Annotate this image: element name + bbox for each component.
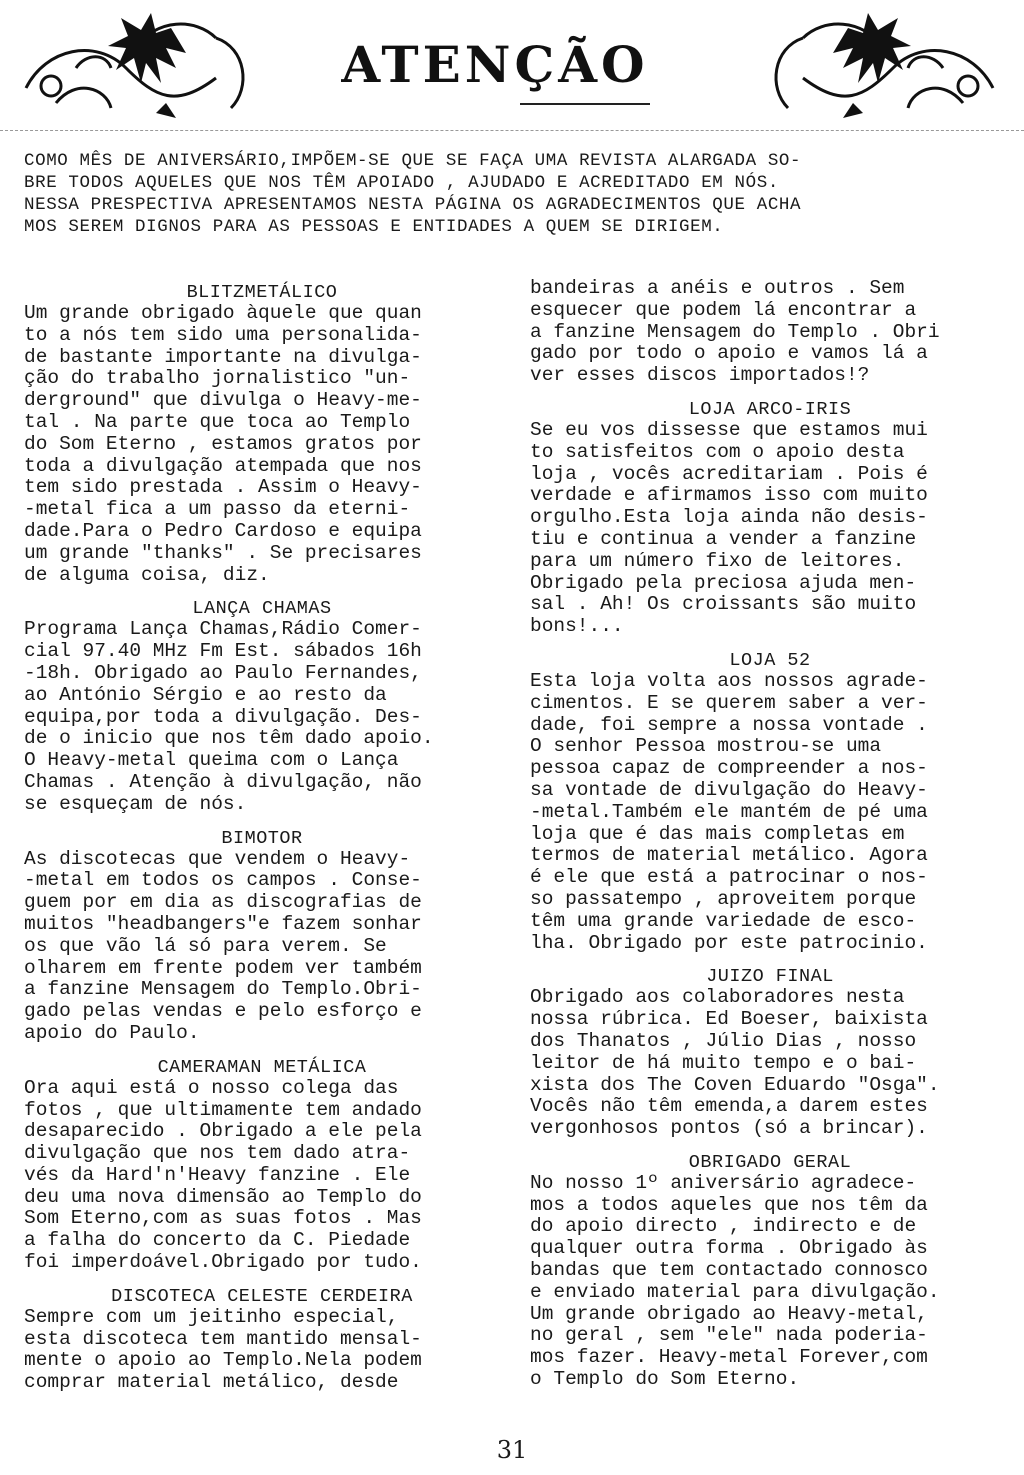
page-number: 31 [496, 1436, 528, 1464]
section-heading: DISCOTECA CELESTE CERDEIRA [111, 1285, 413, 1307]
article-section [24, 1057, 500, 1274]
left-column [24, 282, 500, 1406]
leaf-scroll-ornament-icon [16, 8, 261, 128]
section-heading: LOJA ARCO-IRIS [688, 398, 852, 420]
article-section [530, 650, 1010, 954]
section-text: Obrigado aos colaboradores nesta nossa rúbrica. Ed Boeser, baixista dos Thanatos , Júlio Dias , nosso leitor de há muito tempo e o bai- xista dos The Coven Eduardo "Osga". Vocês não têm emenda,a darem estes vergonhosos pontos (só a brincar). [530, 986, 940, 1140]
right-column [530, 278, 1010, 1403]
page-header [0, 0, 1024, 135]
article-section [24, 1286, 500, 1394]
article-section [530, 966, 1010, 1140]
section-text: No nosso 1º aniversário agradece- mos a todos aqueles que nos têm da do apoio directo , indirecto e de qualquer outra forma . Obrigado às bandas que tem contactado connosco e enviado material para divulgação. Um grande obrigado ao Heavy-metal, no geral , sem "ele" nada poderia- mos fazer. Heavy-metal Forever,com o Templo do Som Eterno. [530, 1171, 940, 1391]
section-heading: CAMERAMAN METÁLICA [157, 1056, 367, 1078]
page-title: ATENÇÃO [341, 35, 649, 94]
section-text: Programa Lança Chamas,Rádio Comer- cial 97.40 MHz Fm Est. sábados 16h -18h. Obrigado ao Paulo Fernandes, ao António Sérgio e ao resto da equipa,por toda a divulgação. Des- de o inicio que nos têm dado apoio. O Heavy-metal queima com o Lança Chamas . Atenção à divulgação, não se esqueçam de nós. [24, 618, 434, 815]
section-heading: LANÇA CHAMAS [192, 598, 332, 620]
section-heading: BIMOTOR [221, 827, 303, 849]
section-text: Esta loja volta aos nossos agrade- cimentos. E se querem saber a ver- dade, foi sempre a nossa vontade . O senhor Pessoa mostrou-se uma pessoa capaz de compreender a nos- sa vontade de divulgação do Heavy- -metal.Também ele mantém de pé uma loja que é das mais completas em termos de material metálico. Agora é ele que está a patrocinar o nos- so passatempo , aproveitem porque têm uma grande variedade de esco- lha. Obrigado por este patrocinio. [530, 669, 928, 954]
section-heading: OBRIGADO GERAL [688, 1151, 852, 1173]
article-section [530, 1152, 1010, 1391]
continuation-text: bandeiras a anéis e outros . Sem esquecer que podem lá encontrar a a fanzine Mensagem do Templo . Obri gado por todo o apoio e vamos lá a ver esses discos importados!? [530, 277, 940, 387]
article-continuation [530, 278, 1010, 387]
title-underline [520, 103, 650, 105]
article-section [24, 828, 500, 1045]
section-text: As discotecas que vendem o Heavy- -metal em todos os campos . Conse- guem por em dia as discografias de muitos "headbangers"e fazem sonhar os que vão lá só para verem. Se olharem em frente podem ver também a fanzine Mensagem do Templo.Obri- gado pelas vendas e pelo esforço e apoio do Paulo. [24, 847, 422, 1044]
intro-paragraph: COMO MÊS DE ANIVERSÁRIO,IMPÕEM-SE QUE SE FAÇA UMA REVISTA ALARGADA SO- BRE TODOS AQUELES QUE NOS TÊM APOIADO , AJUDADO E ACREDITADO EM NÓS. NESSA PRESPECTIVA APRESENTAMOS NESTA PÁGINA OS AGRADECIMENTOS QUE ACHA MOS SEREM DIGNOS PARA AS PESSOAS E ENTIDADES A QUEM SE DIRIGEM. [24, 151, 802, 237]
article-section [24, 598, 500, 815]
section-heading: JUIZO FINAL [706, 966, 834, 988]
section-text: Ora aqui está o nosso colega das fotos , que ultimamente tem andado desaparecido . Obrigado a ele pela divulgação que nos tem dado atra- vés da Hard'n'Heavy fanzine . Ele deu uma nova dimensão ao Templo do Som Eterno,com as suas fotos . Mas a falha do concerto da C. Piedade foi imperdoável.Obrigado por tudo. [24, 1076, 422, 1274]
section-text: Um grande obrigado àquele que quan to a nós tem sido uma personalida- de bastante importante na divulga- ção do trabalho jornalistico "un- derground" que divulga o Heavy-me- tal . Na parte que toca ao Templo do Som Eterno , estamos gratos por toda a divulgação atempada que nos tem sido prestada . Assim o Heavy- -metal fica a um passo da eterni- dade.Para o Pedro Cardoso e equipa um grande "thanks" . Se precisares de alguma coisa, diz. [24, 302, 422, 586]
section-text: Se eu vos dissesse que estamos mui to satisfeitos com o apoio desta loja , vocês acreditariam . Pois é verdade e afirmamos isso com muito orgulho.Esta loja ainda não desis- tiu e continua a vender a fanzine para um número fixo de leitores. Obrigado pela preciosa ajuda men- sal . Ah! Os croissants são muito bons!... [530, 418, 928, 638]
section-text: Sempre com um jeitinho especial, esta discoteca tem mantido mensal- mente o apoio ao Templo.Nela podem comprar material metálico, desde [24, 1305, 422, 1394]
header-divider [0, 130, 1024, 131]
section-heading: LOJA 52 [729, 649, 811, 671]
section-heading: BLITZMETÁLICO [186, 282, 338, 303]
article-section [530, 399, 1010, 638]
article-section [24, 282, 500, 586]
leaf-scroll-ornament-icon [758, 8, 1003, 128]
